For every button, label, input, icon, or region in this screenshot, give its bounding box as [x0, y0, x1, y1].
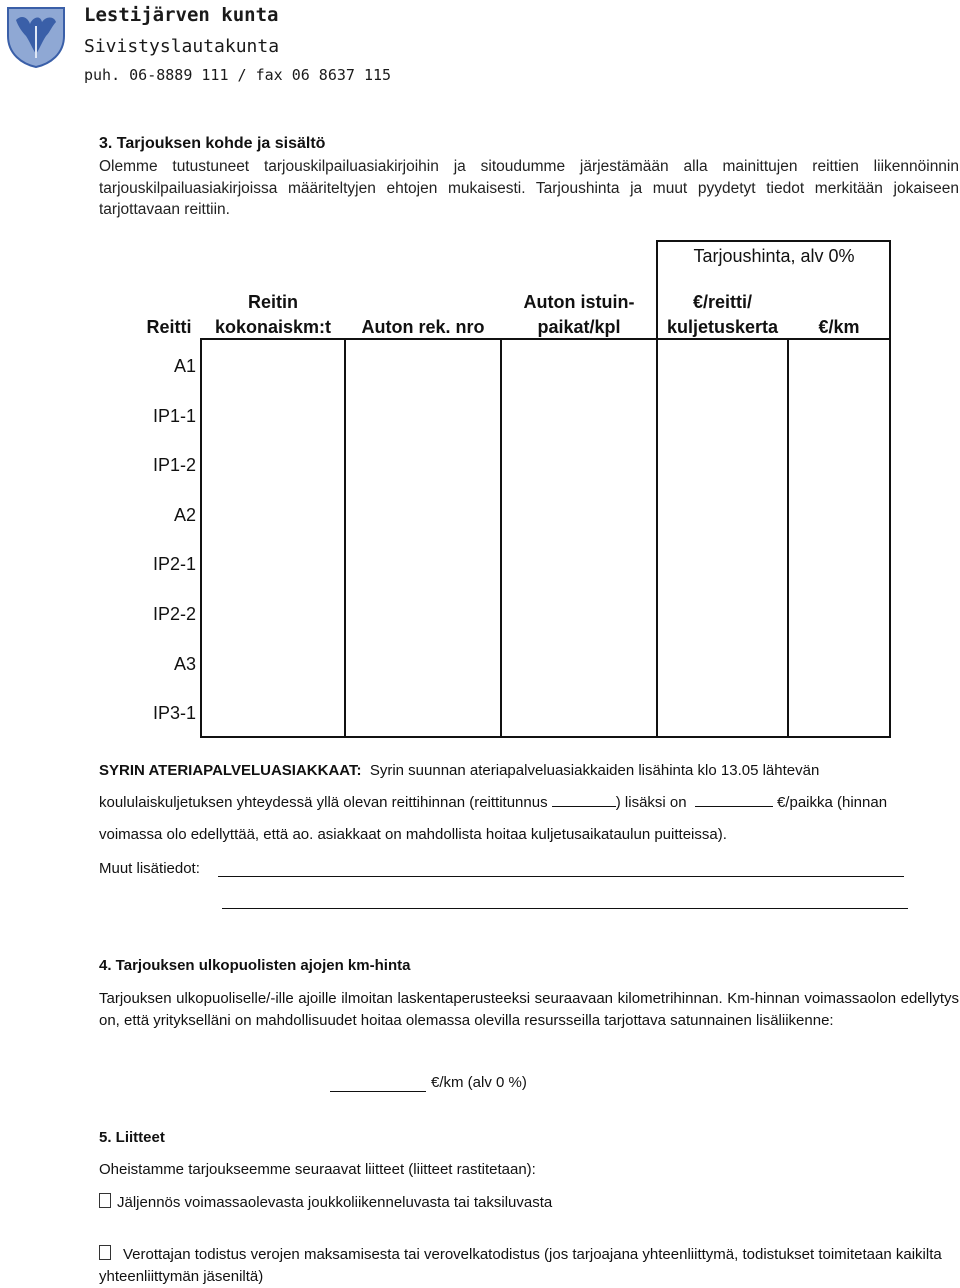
col-km: Reitin kokonaiskm:t — [214, 292, 332, 337]
row-label: A2 — [173, 505, 196, 525]
col-rek: Auton rek. nro — [361, 317, 485, 337]
km-price-blank[interactable] — [330, 1091, 426, 1092]
section-3-title: 3. Tarjouksen kohde ja sisältö — [99, 135, 326, 152]
municipality-coat-of-arms-icon — [6, 6, 66, 68]
price-group-header: Tarjoushinta, alv 0% — [693, 246, 855, 266]
section-3-text: Olemme tutustuneet tarjouskilpailuasiakirjoihin ja sitoudumme järjestämään alla mainittujen reittien liikennöinnin tarjouskilpailuasiakirjoissa määriteltyjen ehtojen mukaisesti. Tarjoushinta ja muut pyydetyt tiedot merkitään jokaiseen tarjottavaan reittiin. — [99, 158, 959, 218]
row-label: IP1-1 — [152, 406, 196, 426]
row-label: IP2-2 — [152, 604, 196, 624]
attachment-item-2[interactable]: Verottajan todistus verojen maksamisesta tai verovelkatodistus (jos tarjoajana yhteenliittymä, todistukset toimitetaan kaikilta yhteenliittymän jäseniltä) — [99, 1246, 942, 1285]
section-4-text: Tarjouksen ulkopuoliselle/-ille ajoille ilmoitan laskentaperusteeksi seuraavaan kilometrihinnan. Km-hinnan voimassaolon edellytys on, että yritykselläni on mahdollisuudet hoitaa olemassa olevilla resursseilla tarjottava satunnainen lisäliikenne: — [99, 990, 959, 1029]
attachments-intro: Oheistamme tarjoukseemme seuraavat liitteet (liitteet rastitetaan): — [99, 1161, 536, 1178]
row-label: IP2-1 — [152, 554, 196, 574]
col-per-km: €/km — [818, 317, 860, 337]
dept-name: Sivistyslautakunta — [84, 36, 280, 57]
row-label: A3 — [173, 654, 196, 674]
muut-blank-1[interactable] — [218, 876, 904, 877]
route-id-blank[interactable] — [552, 794, 616, 807]
section-4-title: 4. Tarjouksen ulkopuolisten ajojen km-hinta — [99, 957, 411, 974]
seat-price-blank[interactable] — [695, 794, 773, 807]
syrin-line-2: koululaiskuljetuksen yhteydessä yllä olevan reittihinnan (reittitunnus ) lisäksi on €/paikka (hinnan — [99, 794, 888, 811]
row-label: IP1-2 — [152, 455, 196, 475]
km-price-suffix: €/km (alv 0 %) — [431, 1074, 527, 1091]
syrin-line-1: SYRIN ATERIAPALVELUASIAKKAAT: Syrin suunnan ateriapalveluasiakkaiden lisähinta klo 13.05 lähtevän — [99, 762, 820, 779]
row-label: IP3-1 — [152, 703, 196, 723]
org-name: Lestijärven kunta — [84, 4, 279, 26]
col-price-route: €/reitti/ kuljetuskerta — [666, 292, 779, 337]
checkbox[interactable] — [99, 1193, 111, 1208]
muut-blank-2[interactable] — [222, 908, 908, 909]
col-seats: Auton istuin- paikat/kpl — [523, 292, 635, 337]
checkbox[interactable] — [99, 1245, 111, 1260]
syrin-line-3: voimassa olo edellyttää, että ao. asiakkaat on mahdollista hoitaa kuljetusaikataulun puitteissa). — [99, 826, 727, 843]
attachment-item-1[interactable]: Jäljennös voimassaolevasta joukkoliikenneluvasta tai taksiluvasta — [99, 1193, 552, 1211]
muut-label: Muut lisätiedot: — [99, 860, 200, 877]
row-label: A1 — [173, 356, 196, 376]
phone-fax: puh. 06-8889 111 / fax 06 8637 115 — [84, 66, 392, 84]
col-reitti: Reitti — [146, 317, 192, 337]
section-5-title: 5. Liitteet — [99, 1129, 165, 1146]
